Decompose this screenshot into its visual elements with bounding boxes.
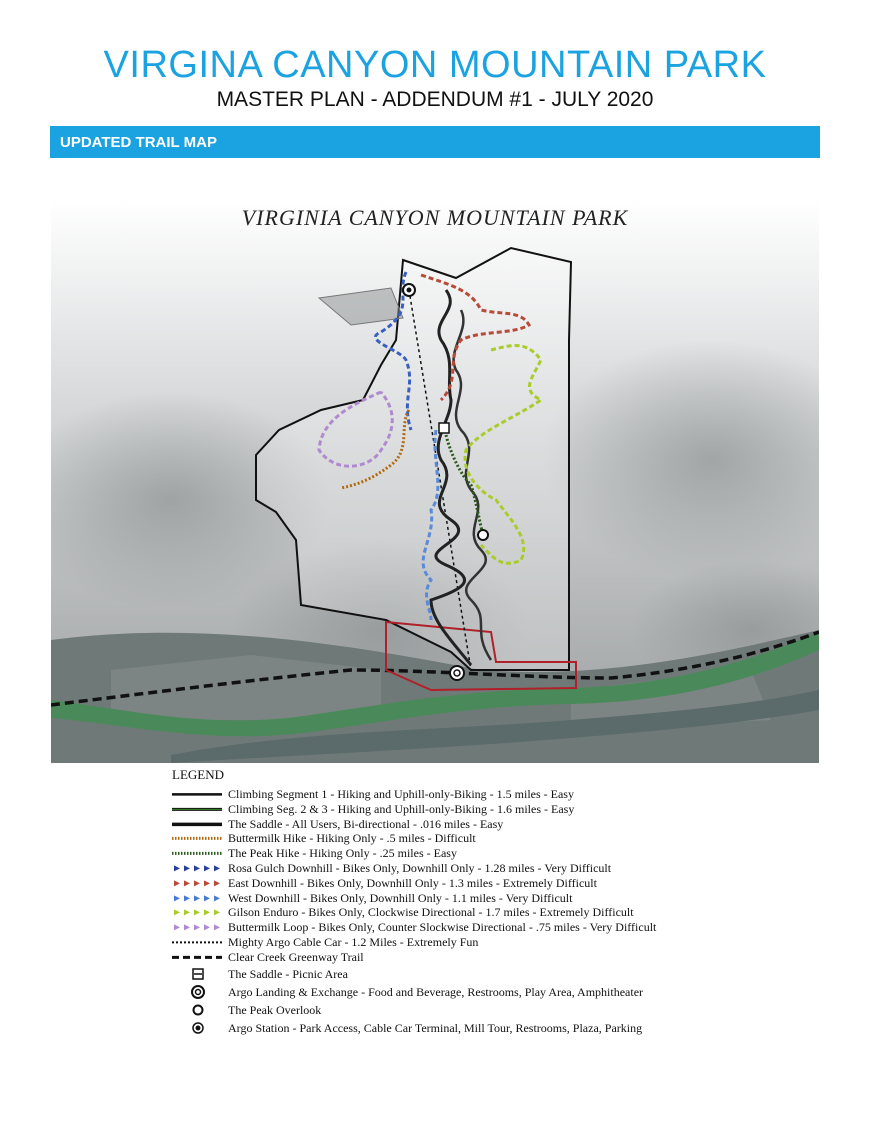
legend-symbols bbox=[172, 965, 812, 1037]
legend-swatch-icon bbox=[172, 891, 224, 906]
legend-swatch-icon bbox=[172, 787, 224, 802]
legend-row bbox=[172, 876, 812, 891]
legend-swatch-icon bbox=[172, 965, 224, 983]
legend-label: Argo Landing & Exchange - Food and Beverage, Restrooms, Play Area, Amphitheater bbox=[228, 984, 644, 999]
legend-swatch-icon bbox=[172, 817, 224, 832]
legend-row bbox=[172, 817, 812, 832]
legend-row bbox=[172, 787, 812, 802]
section-banner bbox=[50, 126, 820, 158]
saddle-picnic-marker bbox=[439, 423, 449, 433]
legend-heading: LEGEND bbox=[172, 767, 224, 782]
legend-row bbox=[172, 861, 812, 876]
legend-swatch-icon bbox=[172, 876, 224, 891]
legend-swatch-icon bbox=[172, 831, 224, 846]
section-banner-label: UPDATED TRAIL MAP bbox=[60, 134, 217, 151]
peak-overlook-marker bbox=[478, 530, 488, 540]
legend-swatch-icon bbox=[172, 1019, 224, 1037]
legend-label: Climbing Seg. 2 & 3 - Hiking and Uphill-only-Biking - 1.6 miles - Easy bbox=[228, 801, 575, 816]
legend-swatch-icon bbox=[172, 861, 224, 876]
legend-row bbox=[172, 846, 812, 861]
legend-row bbox=[172, 965, 812, 983]
legend-swatch-icon bbox=[172, 935, 224, 950]
legend-label: The Peak Hike - Hiking Only - .25 miles - Easy bbox=[228, 846, 457, 861]
legend-label: The Saddle - All Users, Bi-directional - .016 miles - Easy bbox=[228, 816, 504, 831]
legend-row bbox=[172, 950, 812, 965]
legend-label: Clear Creek Greenway Trail bbox=[228, 949, 364, 964]
legend-label: Climbing Segment 1 - Hiking and Uphill-only-Biking - 1.5 miles - Easy bbox=[228, 787, 574, 801]
legend-row bbox=[172, 1019, 812, 1037]
legend-swatch-icon bbox=[172, 983, 224, 1001]
legend-label: Argo Station - Park Access, Cable Car Terminal, Mill Tour, Restrooms, Plaza, Parking bbox=[228, 1020, 643, 1035]
legend-label: Mighty Argo Cable Car - 1.2 Miles - Extremely Fun bbox=[228, 934, 479, 949]
legend-swatch-icon bbox=[172, 905, 224, 920]
argo-landing-marker bbox=[450, 666, 464, 680]
legend-row bbox=[172, 802, 812, 817]
legend-label: East Downhill - Bikes Only, Downhill Only - 1.3 miles - Extremely Difficult bbox=[228, 875, 597, 890]
legend-row bbox=[172, 935, 812, 950]
legend-swatch-icon bbox=[172, 950, 224, 965]
legend bbox=[172, 767, 812, 1037]
legend-label: Rosa Gulch Downhill - Bikes Only, Downhill Only - 1.28 miles - Very Difficult bbox=[228, 860, 612, 875]
legend-label: Gilson Enduro - Bikes Only, Clockwise Directional - 1.7 miles - Extremely Difficult bbox=[228, 905, 634, 920]
page-subtitle: MASTER PLAN - ADDENDUM #1 - JULY 2020 bbox=[216, 88, 654, 111]
legend-swatch-icon bbox=[172, 802, 224, 817]
page-title: VIRGINA CANYON MOUNTAIN PARK bbox=[103, 44, 767, 86]
legend-row bbox=[172, 831, 812, 846]
map-title: VIRGINIA CANYON MOUNTAIN PARK bbox=[241, 205, 629, 230]
legend-swatch-icon bbox=[172, 920, 224, 935]
legend-row bbox=[172, 1001, 812, 1019]
legend-label: West Downhill - Bikes Only, Downhill Only - 1.1 miles - Very Difficult bbox=[228, 890, 573, 905]
legend-label: Buttermilk Loop - Bikes Only, Counter Slockwise Directional - .75 miles - Very Difficult bbox=[228, 920, 657, 935]
legend-swatch-icon bbox=[172, 1001, 224, 1019]
legend-row bbox=[172, 920, 812, 935]
argo-station-marker bbox=[403, 284, 415, 296]
legend-label: The Saddle - Picnic Area bbox=[228, 966, 348, 981]
legend-items bbox=[172, 787, 812, 965]
legend-swatch-icon bbox=[172, 846, 224, 861]
legend-row bbox=[172, 983, 812, 1001]
legend-label: Buttermilk Hike - Hiking Only - .5 miles - Difficult bbox=[228, 831, 476, 846]
legend-row bbox=[172, 891, 812, 906]
trail-map bbox=[51, 200, 819, 763]
legend-label: The Peak Overlook bbox=[228, 1002, 322, 1017]
legend-row bbox=[172, 905, 812, 920]
